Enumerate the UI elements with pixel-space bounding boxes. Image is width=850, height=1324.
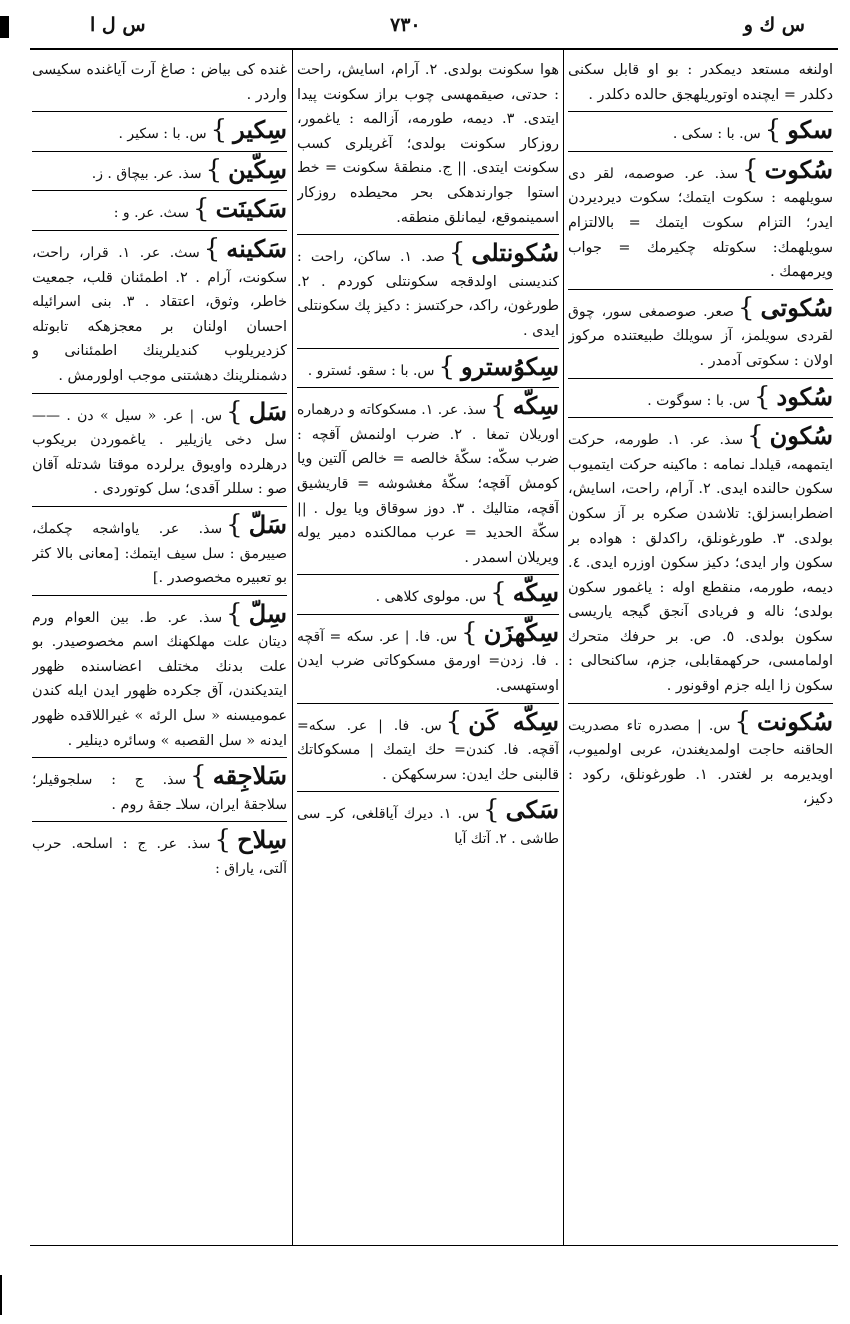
entry-definition: اولنغه مستعد دیمکدر : بو او قابل سکنی دکلدر = ایچنده اوتوریلهجق حالده دکلدر . (568, 62, 833, 103)
entry-headword: سِلاح (237, 825, 287, 855)
brace-glyph: } (445, 706, 463, 737)
brace-glyph: } (226, 509, 243, 540)
margin-mark (0, 1275, 2, 1315)
entry-headword: سِکّین (228, 154, 287, 184)
entry-definition: : سکوت ایتمك؛ سکوت دیردیردن ایدر؛ التزام سکوت ایتمك = بالالتزام سویلهمك: سکوتله چکیرمك = جواب ویرمهمك . (568, 190, 833, 281)
entry-grammar-info: سذ. عر. ١. مسکوکاته و درهماره اوریلان تمغا . (297, 402, 559, 443)
dictionary-entry (297, 391, 559, 575)
column-left (32, 58, 287, 1240)
entry-headword: سُکوتی (760, 292, 833, 322)
brace-glyph: } (734, 706, 751, 737)
header-right-guideword: س ك و (743, 14, 805, 36)
dictionary-entry (568, 381, 833, 419)
entry-grammar-info: سذ. ج : سلجوقیلر؛ سلاجقهٔ ایران، سلاـ (32, 772, 287, 813)
entry-headword: سِکیر (233, 115, 287, 145)
entry-definition: اسم مخصوصیدر. بو علت بدنك مختلف اعضاسنده ظهور ایتدیکندن، آق جکرده ظهور ایدن ایله کندن عمومیسنه « سل الرئه » غیراللاقده ظهور ایدنه « سل القصبه » وسائره دینلیر . (32, 634, 287, 749)
dictionary-entry (32, 233, 287, 394)
entry-grammar-info: س. با : سوگوت . (647, 392, 750, 409)
brace-glyph: } (461, 617, 478, 648)
entry-definition: اولدقجه سکونتلی کوردم . ٢. طورغون، راکد، حرکتسز : دکیز پك سکونتلی ایدی . (297, 273, 559, 339)
entry-grammar-info: س. با : سقو. ئسترو . (307, 362, 435, 379)
entry-grammar-info: س. | عر. « سیل » دن . —— سل دخی یازیلیر . (32, 407, 287, 449)
entry-definition: ایتمك | مسکوکاتك قالبنی حك ایدن: سرسکهکن . (297, 742, 559, 783)
dictionary-entry (32, 396, 287, 507)
brace-glyph: } (747, 421, 764, 452)
entry-definition: مسکوکاتی ضرب ایدن اوستهسی. (297, 653, 559, 695)
brace-glyph: } (226, 598, 243, 629)
brace-glyph: } (754, 381, 771, 412)
brace-glyph: } (490, 578, 507, 609)
entry-grammar-info: س. فا. | عر. سکه = آقچه . فا. زدن= اورمق (297, 628, 559, 670)
entry-grammar-info: س. مولوی کلاهی . (375, 589, 487, 606)
entry-definition: آز سویلك طبیعتنده مرکوز اولان : سکوتی آدمدر . (568, 328, 833, 369)
brace-glyph: } (190, 761, 207, 792)
column-divider-left (292, 50, 293, 1245)
brace-glyph: } (203, 233, 221, 264)
dictionary-entry (568, 58, 833, 112)
dictionary-entry (32, 598, 287, 759)
entry-headword: سَلاجِقه (212, 761, 287, 791)
entry-headword: سَکی (505, 795, 559, 825)
dictionary-entry (568, 292, 833, 379)
entry-grammar-info: س. ١. دیرك آیاقلغی، کرـ سی طاشی . ٢. آتك آیا (297, 806, 559, 848)
dictionary-entry (568, 154, 833, 290)
entry-grammar-info: سذ. عر. صوصمه، لقر دی سویلهمه (568, 165, 833, 207)
entry-grammar-info: س. | مصدره تاء مصدریت الحاقنه (568, 717, 833, 759)
entry-headword: سُکود (776, 381, 833, 411)
dictionary-entry (297, 58, 559, 235)
entry-grammar-info: سذ. عر. ج : اسلحه. حرب آلتی، یاراق : (32, 836, 287, 878)
entry-headword: سَلّ (248, 509, 287, 539)
dictionary-entry (297, 617, 559, 704)
column-divider-right (563, 50, 564, 1245)
dictionary-entry (32, 509, 287, 596)
entry-headword: سِکّه (512, 578, 559, 608)
entry-grammar-info: سذ. عر. بیچاق . ز. (91, 165, 202, 182)
brace-glyph: } (214, 825, 232, 856)
dictionary-entry (297, 578, 559, 615)
entry-grammar-info: سذ. عر. ط. بین العوام ورم دیتان علت مهلکهنك (32, 609, 287, 651)
header-rule (30, 48, 838, 50)
page-header (30, 14, 835, 42)
entry-definition: یاغموردن بریکوب درهلرده واویوق یرلرده موقتا شدتله آقان صو : سللر آقدی؛ سل کوتوردی . (32, 432, 287, 498)
dictionary-entry (32, 761, 287, 822)
entry-headword: سَل (248, 396, 287, 426)
brace-glyph: } (448, 238, 466, 269)
entry-grammar-info: س. با : سکیر . (118, 126, 207, 143)
entry-headword: سِکّه (512, 391, 559, 421)
entry-grammar-info: سث. عر. ١. قرار، راحت، سکونت، آرام . (32, 244, 287, 286)
entry-definition: جقهٔ روم . (111, 796, 172, 813)
dictionary-entry (568, 421, 833, 704)
dictionary-entry (568, 706, 833, 816)
entry-definition: ٢. ضرب اولنمش آقچه : ضرب سکّه: سکّهٔ خالصه = خالص آلتین ویا کومش آقچه؛ سکّهٔ مغشوشه = قاریشیق آقچه، متالیك . ٣. دوز سوقاق ویا یول . || سکّة الحدید = عرب ممالکنده دمیر یوله ویریلان اسمدر . (297, 426, 559, 566)
entry-definition: غنده کی بیاض : صاغ آرت آیاغنده سکیسی واردر . (32, 62, 287, 103)
entry-headword: سَکینَت (215, 194, 287, 224)
dictionary-entry (32, 825, 287, 885)
entry-headword: سِلّ (248, 598, 287, 628)
entry-grammar-info: سذ. عر. یاواشجه چکمك، صییرمق : سل سیف ایتمك: (32, 520, 287, 562)
brace-glyph: } (226, 396, 243, 427)
brace-glyph: } (490, 391, 507, 422)
entry-grammar-info: س. فا. | عر. سکه= آقچه. فا. کندن= حك (297, 717, 559, 759)
brace-glyph: } (742, 154, 759, 185)
brace-glyph: } (438, 351, 456, 382)
dictionary-entry (32, 154, 287, 192)
brace-glyph: } (764, 115, 782, 146)
dictionary-entry (297, 238, 559, 348)
entry-definition: ٢. اطمئنان قلب، جمعیت خاطر، وثوق، اعتقاد . ٣. بنی اسرائیله احسان اولنان بر معجزهکه تابوتله کزدیریلوب کندیلرینك اطمئنانی و دشمنلرینك دهشتنی موجب اولورمش . (32, 269, 287, 384)
entry-definition: [معانی بالا کثر بو تعبیره مخصوصدر .] (32, 545, 287, 587)
brace-glyph: } (210, 115, 228, 146)
dictionary-entry (32, 115, 287, 152)
dictionary-entry (568, 115, 833, 152)
entry-grammar-info: سذ. عر. ١. طورمه، حرکت ایتمهمه، قیلداـ (568, 432, 833, 473)
dictionary-entry (297, 706, 559, 793)
entry-headword: سکو (787, 115, 833, 145)
entry-grammar-info: س. با : سکی . (672, 126, 761, 143)
column-middle (297, 58, 559, 1240)
entry-headword: سِکّهزَن (483, 617, 559, 647)
entry-headword: سَکینه (226, 233, 287, 263)
dictionary-entry (32, 58, 287, 112)
entry-definition: حاجت اولمدیغندن، عربی اولمیوب، اویدیرمه بر لغتدر. ١. طورغونلق، رکود : دکیز، (568, 742, 833, 808)
dictionary-entry (297, 351, 559, 389)
entry-grammar-info: صد. ١. ساکن، راحت : کندیسنی (297, 249, 559, 290)
entry-headword: سِکوُسترو (461, 351, 559, 381)
dictionary-entry (297, 795, 559, 855)
entry-definition: هوا سکونت بولدی. ٢. آرام، اسایش، راحت : حدتی، صیقمهسی چوب براز سکونت پیدا ایتدی. ٣. دیمه، طورمه، آزالمه : یاغمور، روزکار سکونت بولدی؛ آغریلری کسب سکونت ایتدی. || ج. منطقهٔ سکونت = خط استوا جوارندهکی بحر محیطده روزکار اسمینموقع، لیمانلق منطقه. (297, 62, 559, 226)
entry-definition: نمامه : ماکینه حرکت ایتمیوب سکون حالنده ایدی. ٢. آرام، راحت، اسایش، اضطرابسزلق: تلاشدن صکره بر آز سکون بولدی. ٣. طورغونلق، راکدلق : هواده بر سکون وار ایدی؛ دکیز سکون اوزره ایدی. ٤. دیمه، طورمه، منقطع اوله : یاغمور سکون بولدی؛ ناله و فریادی آنجق گیجه یاریسی سکون بولدی. ٥. ص. بر حرفك متحرك اولمامسی، حرکهمقابلی، جزم، ساکنحالی : سکون زا ایله جزم اوقونور . (568, 456, 833, 695)
brace-glyph: } (483, 795, 500, 826)
column-right (568, 58, 833, 1240)
entry-headword: سُکوت (764, 154, 833, 184)
entry-headword: سُکونت (756, 706, 833, 736)
dictionary-entry (32, 194, 287, 231)
entry-headword: سُکون (769, 421, 833, 451)
brace-glyph: } (193, 194, 210, 225)
entry-grammar-info: سث. عر. و : (113, 205, 190, 222)
brace-glyph: } (205, 154, 223, 185)
corner-register-mark (0, 16, 9, 38)
entry-headword: سُکونتلی (471, 238, 559, 268)
entry-headword: سِکّه کَن (468, 706, 559, 736)
header-left-guideword: س ل ا (90, 14, 146, 36)
page-number: ٧٣٠ (390, 14, 421, 36)
brace-glyph: } (738, 292, 755, 323)
footer-rule (30, 1245, 838, 1246)
entry-grammar-info: صعر. صوصمغی سور، چوق لقردی سویلمز، (568, 303, 833, 345)
